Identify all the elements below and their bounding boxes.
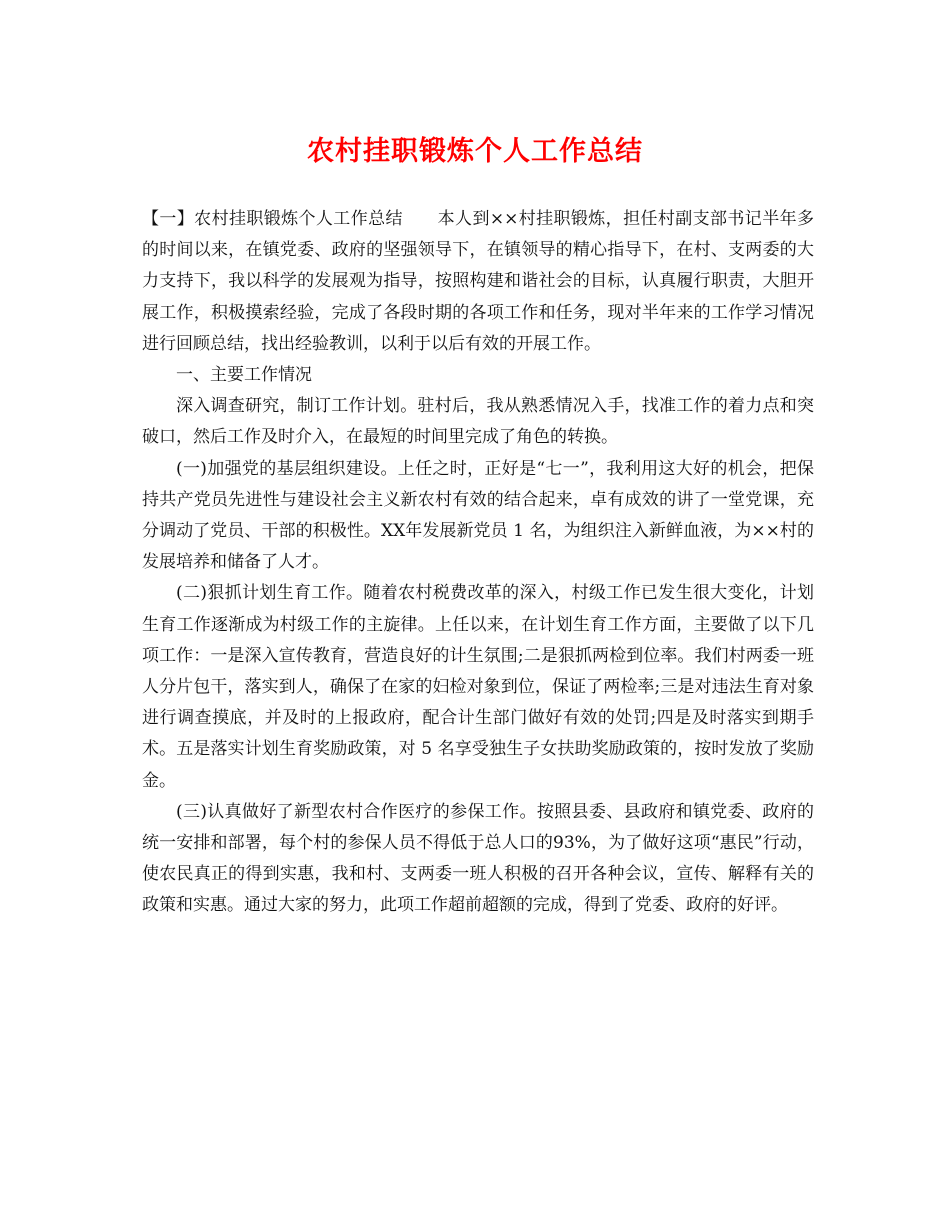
paragraph-research: 深入调查研究，制订工作计划。驻村后，我从熟悉情况入手，找准工作的着力点和突破口，然后工作及时介入，在最短的时间里完成了角色的转换。 <box>142 396 814 448</box>
paragraph-intro: 【一】农村挂职锻炼个人工作总结 本人到××村挂职锻炼，担任村副支部书记半年多的时间以来，在镇党委、政府的坚强领导下，在镇领导的精心指导下，在村、支两委的大力支持下，我以科学的发展观为指导，按照构建和谐社会的目标，认真履行职责，大胆开展工作，积极摸索经验，完成了各段时期的各项工作和任务，现对半年来的工作学习情况进行回顾总结，找出经验教训，以利于以后有效的开展工作。 <box>142 209 814 354</box>
paragraph-party-building: (一)加强党的基层组织建设。上任之时，正好是“七一”，我利用这大好的机会，把保持共产党员先进性与建设社会主义新农村有效的结合起来，卓有成效的讲了一堂党课，充分调动了党员、干部的积极性。XX年发展新党员 1 名，为组织注入新鲜血液，为××村的发展培养和储备了人才。 <box>142 458 814 573</box>
paragraph-medical-insurance: (三)认真做好了新型农村合作医疗的参保工作。按照县委、县政府和镇党委、政府的统一安排和部署，每个村的参保人员不得低于总人口的93%，为了做好这项“惠民”行动，使农民真正的得到实惠，我和村、支两委一班人积极的召开各种会议，宣传、解释有关的政策和实惠。通过大家的努力，此项工作超前超额的完成，得到了党委、政府的好评。 <box>142 801 814 916</box>
document-title: 农村挂职锻炼个人工作总结 <box>307 136 643 167</box>
document-body <box>142 204 814 922</box>
paragraph-family-planning: (二)狠抓计划生育工作。随着农村税费改革的深入，村级工作已发生很大变化，计划生育工作逐渐成为村级工作的主旋律。上任以来，在计划生育工作方面，主要做了以下几项工作：一是深入宣传教育，营造良好的计生氛围;二是狠抓两检到位率。我们村两委一班人分片包干，落实到人，确保了在家的妇检对象到位，保证了两检率;三是对违法生育对象进行调查摸底，并及时的上报政府，配合计生部门做好有效的处罚;四是及时落实到期手术。五是落实计划生育奖励政策，对 5 名享受独生子女扶助奖励政策的，按时发放了奖励金。 <box>142 583 814 791</box>
section-heading-main-work: 一、主要工作情况 <box>176 365 312 386</box>
